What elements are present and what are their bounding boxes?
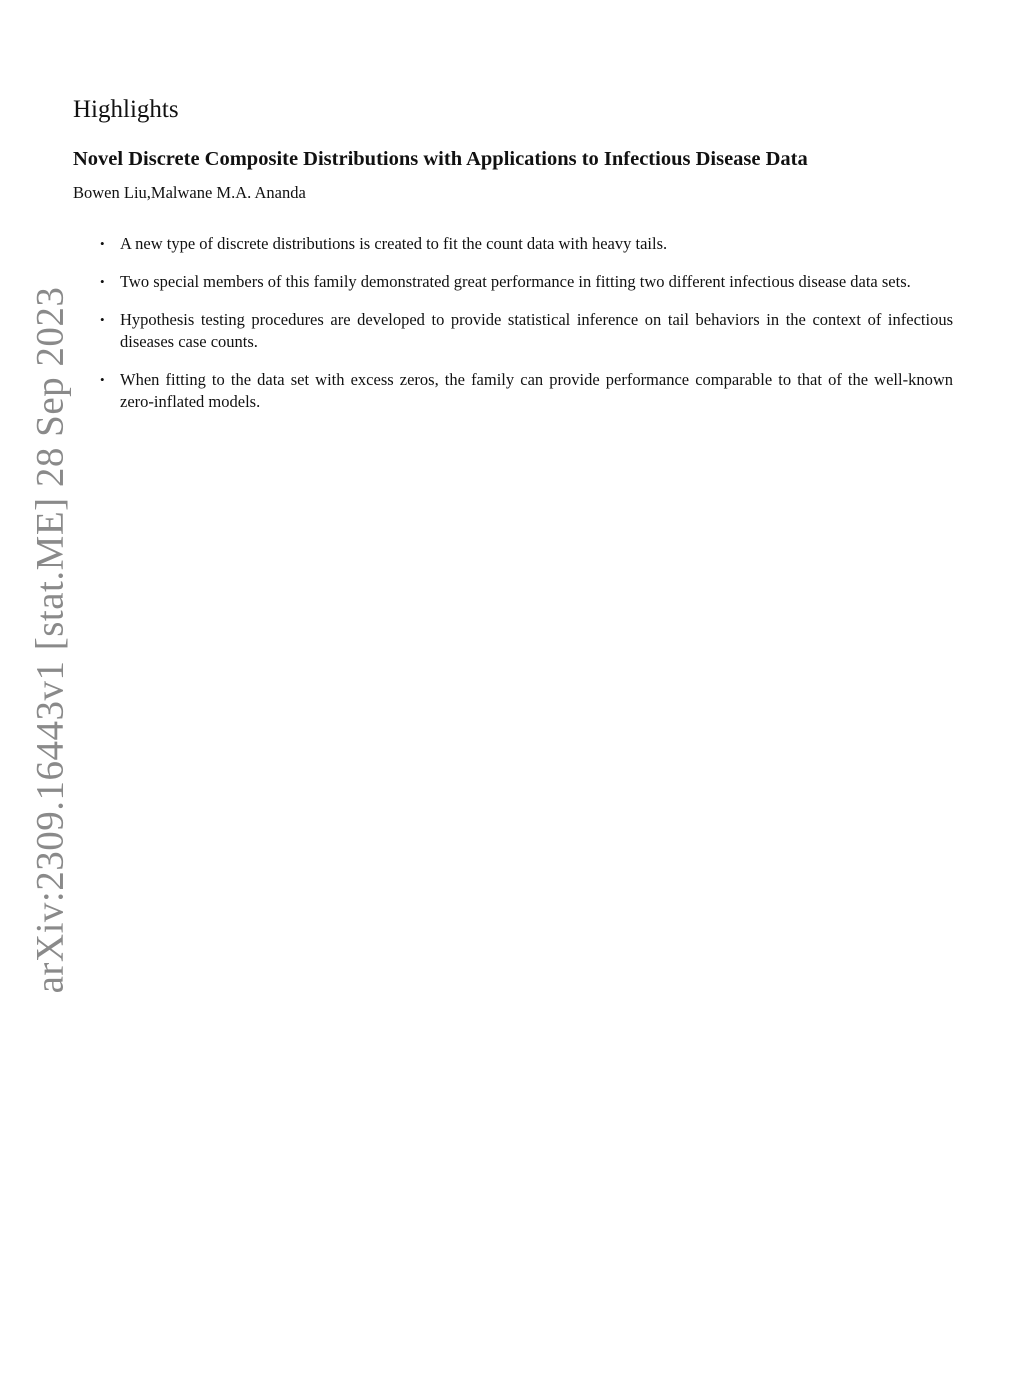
- bullet-icon: •: [100, 372, 105, 387]
- highlights-content: [73, 93, 953, 429]
- bullet-icon: •: [100, 312, 105, 327]
- bullet-icon: •: [100, 236, 105, 251]
- highlights-list: [73, 233, 953, 413]
- highlight-item: [100, 233, 953, 255]
- paper-title: Novel Discrete Composite Distributions with Applications to Infectious Disease Data: [73, 148, 808, 170]
- bullet-icon: •: [100, 274, 105, 289]
- highlight-text: When fitting to the data set with excess zeros, the family can provide performance comparable to that of the well-known zero-inflated models.: [120, 370, 953, 411]
- highlight-item: [100, 271, 953, 293]
- highlight-text: A new type of discrete distributions is created to fit the count data with heavy tails.: [120, 234, 668, 253]
- highlight-item: [100, 369, 953, 413]
- section-heading: Highlights: [73, 96, 179, 123]
- authors: Bowen Liu,Malwane M.A. Ananda: [73, 183, 306, 202]
- highlight-item: [100, 309, 953, 353]
- highlight-text: Two special members of this family demonstrated great performance in fitting two different infectious disease data sets.: [120, 272, 911, 291]
- arxiv-identifier: arXiv:2309.16443v1 [stat.ME] 28 Sep 2023: [28, 286, 72, 994]
- highlight-text: Hypothesis testing procedures are developed to provide statistical inference on tail behaviors in the context of infectious diseases case counts.: [120, 310, 953, 351]
